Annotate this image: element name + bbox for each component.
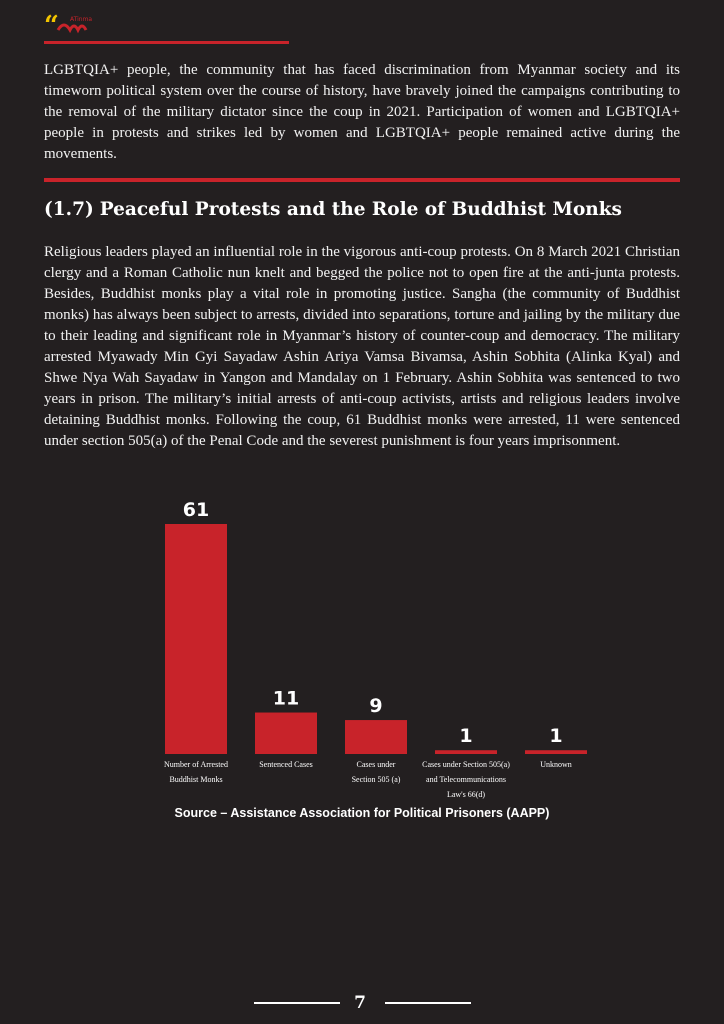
chart-category-label: Cases under [356,760,396,769]
chart-value-label: 61 [182,499,210,521]
footer-rule-left [254,1002,340,1004]
section-divider [44,178,680,182]
chart-category-label: Cases under Section 505(a) [422,760,510,769]
section-title: Peaceful Protests and the Role of Buddhist Monks [99,199,622,220]
chart-bar [435,750,497,754]
chart-category-label: Section 505 (a) [351,775,401,784]
chart-category-label: Sentenced Cases [259,760,313,769]
chart-category-label: Buddhist Monks [169,775,223,784]
chart-category-label: and Telecommunications [426,775,506,784]
chart-value-label: 11 [272,687,300,710]
chart-category-label: Number of Arrested [164,760,228,769]
chart-bar [345,720,407,754]
chart-bar [525,750,587,754]
chart-bar [165,524,227,754]
quote-logo-icon [44,12,108,42]
chart-value-label: 1 [549,725,563,748]
footer-rule-right [385,1002,471,1004]
section-body: Religious leaders played an influential role in the vigorous anti-coup protests. On 8 March 2021 Christian clergy and a Roman Catholic nun knelt and begged the police not to open fire at the anti-junta protests. Besides, Buddhist monks play a vital role in promoting justice. Sangha (the community of Buddhist monks) has always been subject to arrests, divided into separations, torture and jailing by the military due to their leading and significant role in Myanmar’s history of counter-coup and democracy. The military arrested Myawady Min Gyi Sayadaw Ashin Ariya Vamsa Bivamsa, Ashin Sobhita (Alinka Kyal) and Shwe Nya Wah Sayadaw in Yangon and Mandalay on 1 February. Ashin Sobhita was sentenced to two years in prison. The military’s initial arrests of anti-coup activists, artists and religious leaders involve detaining Buddhist monks. Following the coup, 61 Buddhist monks were arrested, 11 were sentenced under section 505(a) of the Penal Code and the severest punishment is four years imprisonment. [44,244,680,449]
chart-category-label: Law's 66(d) [446,790,486,799]
chart-value-label: 9 [369,695,383,718]
arrest-bar-chart [0,490,724,800]
svg-text:ATinma: ATinma [70,16,93,23]
chart-category-label: Unknown [540,760,572,769]
intro-paragraph: LGBTQIA+ people, the community that has faced discrimination from Myanmar society and its timeworn political system over the course of history, have bravely joined the campaigns contributing to the removal of the military dictator since the coup in 2021. Participation of women and LGBTQIA+ people in protests and strikes led by women and LGBTQIA+ people remained active during the movements. [44,62,680,162]
chart-bar [255,713,317,754]
chart-source: Source – Assistance Association for Political Prisoners (AAPP) [174,806,550,820]
page-number: 7 [354,993,366,1013]
chart-value-label: 1 [459,725,473,748]
section-heading [44,199,622,220]
section-number: (1.7) [44,199,94,220]
svg-text:“: “ [44,12,59,38]
header-divider [44,41,289,44]
